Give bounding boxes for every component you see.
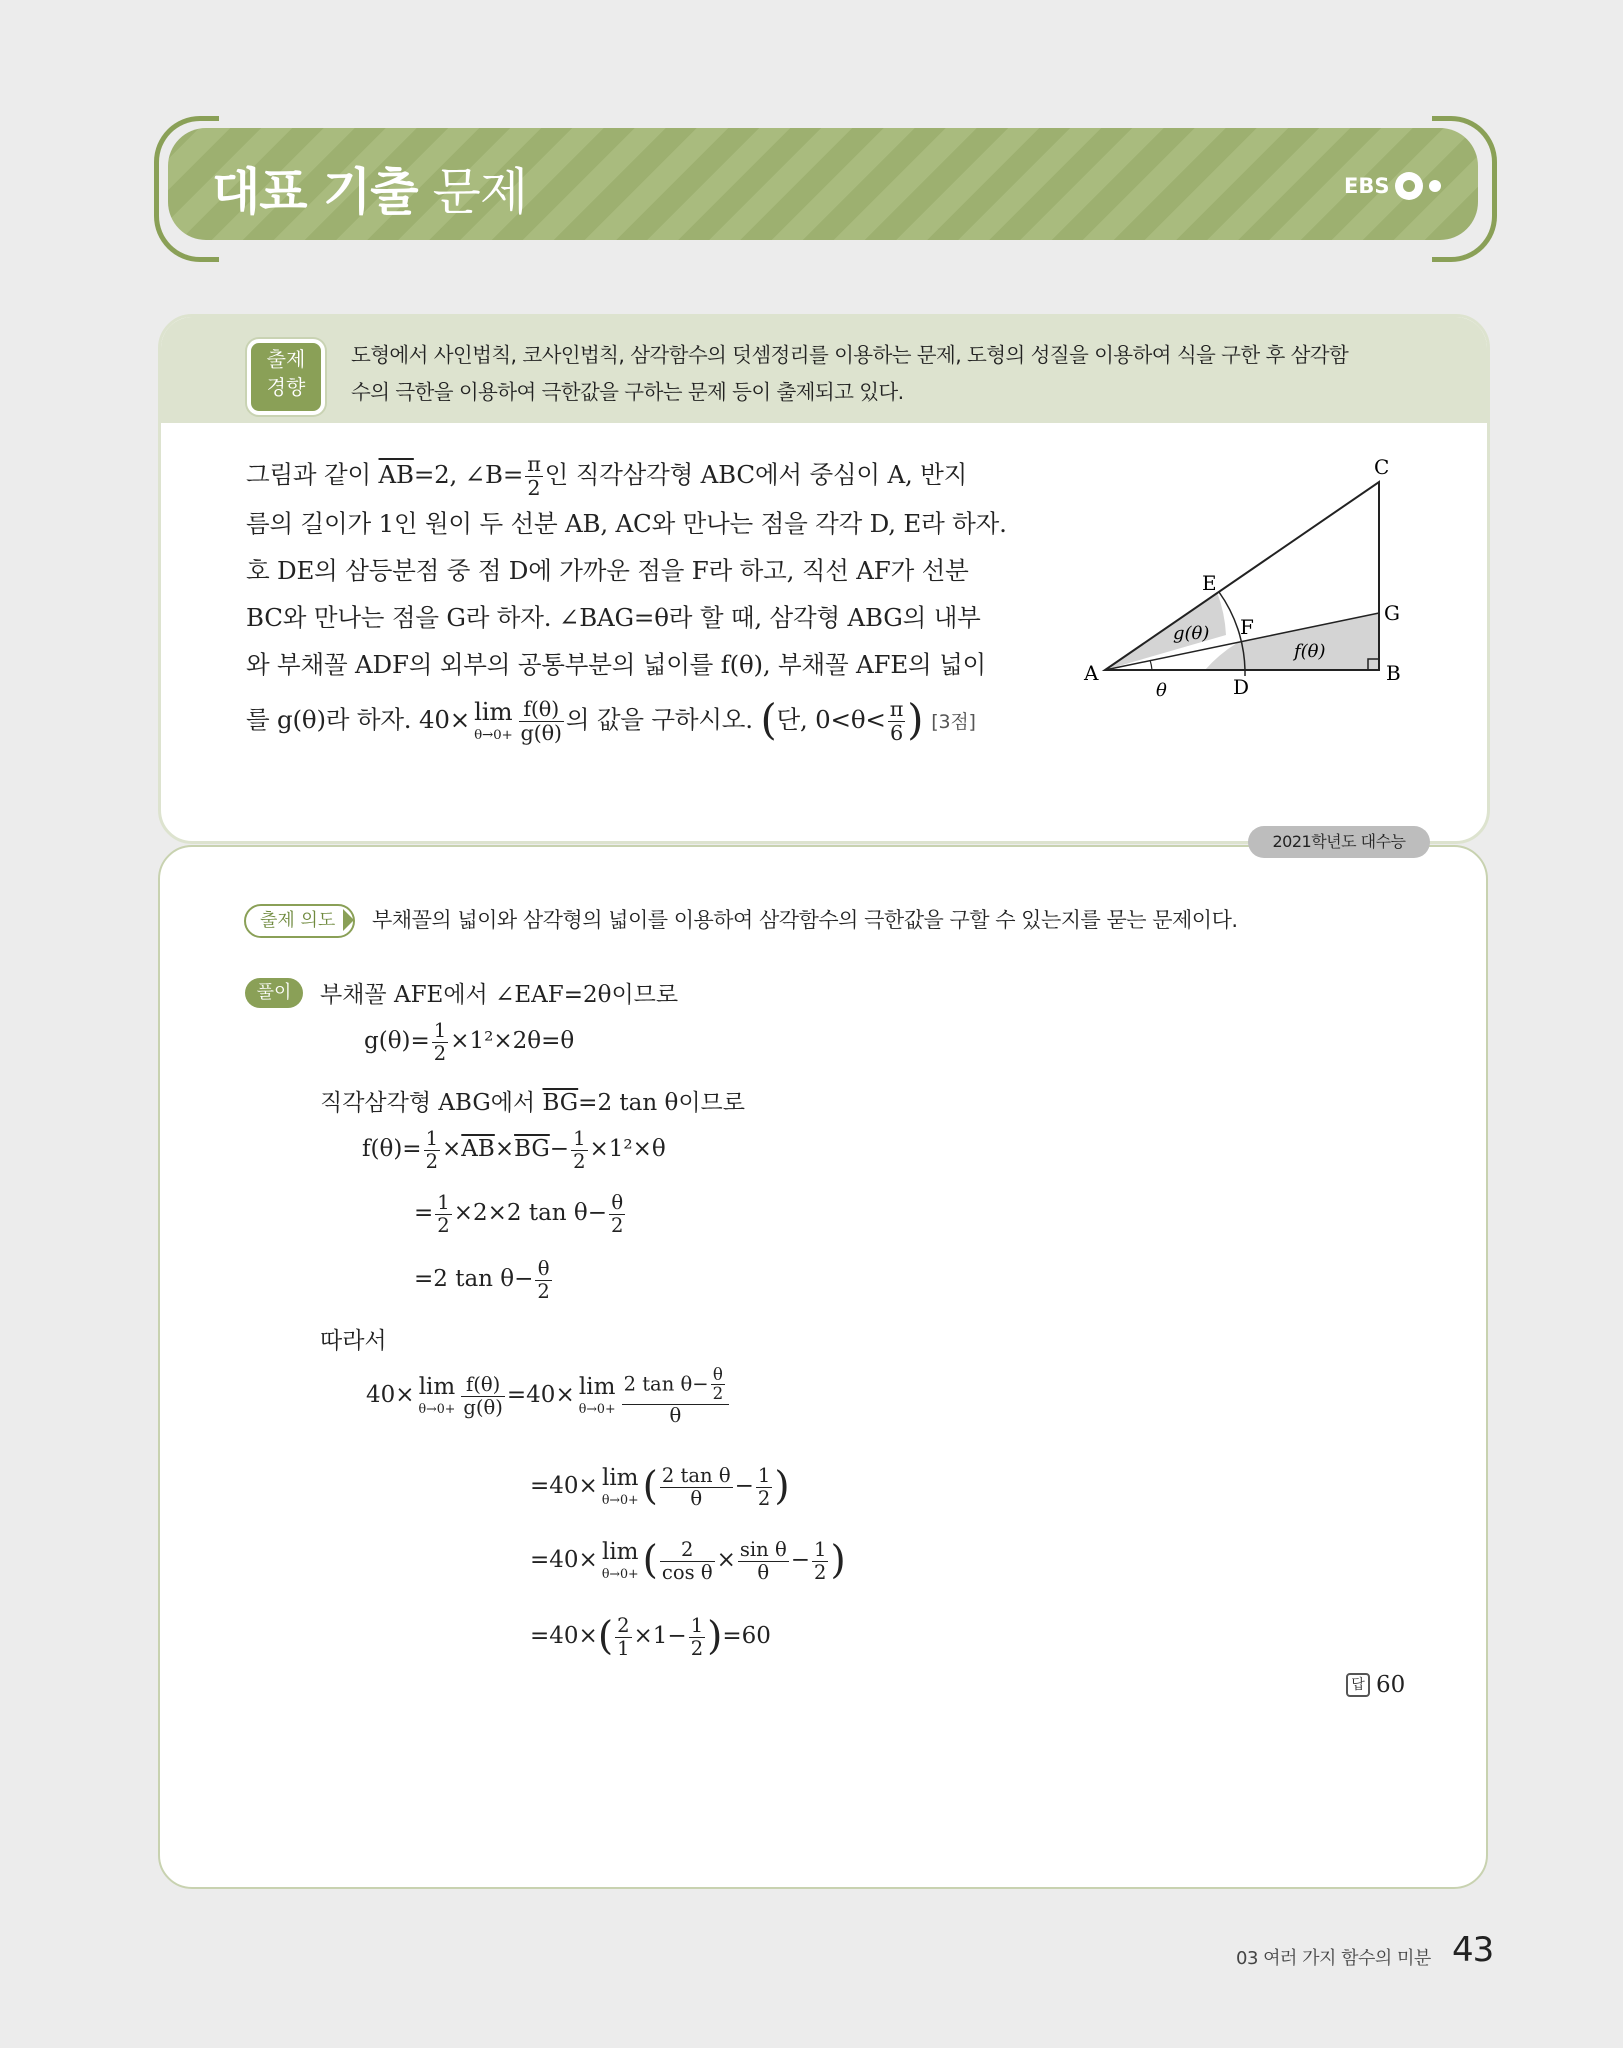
- fraction-numerator: 2 tan θ: [661, 1464, 731, 1487]
- problem-l1-a: 그림과 같이: [246, 460, 379, 489]
- fraction-denominator: 2: [757, 1486, 771, 1510]
- fraction-numerator: θ: [535, 1258, 551, 1281]
- fraction-numerator: f(θ): [461, 1374, 505, 1397]
- label-d: D: [1233, 675, 1250, 699]
- fraction-numerator: π: [889, 697, 904, 721]
- problem-l6-b: 의 값을 구하시오.: [565, 704, 753, 734]
- trend-bar: [161, 317, 1487, 423]
- fraction-denominator: 2: [690, 1636, 704, 1660]
- half-fraction: [571, 1128, 587, 1172]
- footer-chapter: 03 여러 가지 함수의 미분: [1236, 1948, 1431, 1969]
- label-g: G: [1384, 601, 1400, 625]
- solution-line7: 따라서: [320, 1328, 387, 1354]
- fraction-numerator: θ: [711, 1366, 726, 1385]
- intent-arrow-icon: [343, 909, 354, 931]
- equals: =: [414, 1200, 434, 1226]
- fraction-denominator: θ: [757, 1560, 770, 1584]
- limit-expression: [474, 697, 513, 743]
- fraction-denominator: 2: [814, 1560, 827, 1584]
- s8-b: =40×: [506, 1382, 575, 1409]
- fraction-denominator: θ: [690, 1486, 703, 1510]
- page-number: 43: [1452, 1930, 1494, 1970]
- fraction-numerator: 1: [425, 1127, 439, 1150]
- problem-l6-a: 를 g(θ)라 하자. 40×: [246, 704, 471, 734]
- fraction-numerator: θ: [609, 1192, 625, 1215]
- label-f-theta: f(θ): [1294, 641, 1326, 662]
- s11-b: ×1−: [633, 1623, 687, 1649]
- segment-bg: $\overline{BG}$: [542, 1090, 579, 1116]
- source-badge: 2021학년도 대수능: [1248, 826, 1430, 858]
- limit-expression: [579, 1376, 616, 1416]
- ebs-logo-text: EBS: [1344, 174, 1390, 198]
- fraction-denominator: 2: [611, 1213, 624, 1237]
- fraction-denominator: 2: [527, 476, 541, 500]
- lim-subscript: θ→0+: [474, 726, 513, 743]
- fraction-denominator: 1: [617, 1636, 630, 1660]
- fraction-denominator: g(θ): [463, 1395, 503, 1419]
- s11-c: =60: [722, 1623, 771, 1649]
- problem-l1-c: 인 직각삼각형 ABC에서 중심이 A, 반지: [544, 460, 968, 489]
- s5-b: ×2×2 tan θ−: [453, 1200, 608, 1226]
- s11-a: =40×: [530, 1623, 598, 1649]
- times: ×: [716, 1547, 736, 1573]
- times: ×: [442, 1136, 462, 1162]
- problem-line6: 를 g(θ)라 하자. 40× lim θ→0+ $\frac{f(\theta)}{g(\theta)}$ 의 값을 구하시오. (단, 0<θ< $\frac{\pi}{6}$ ) [3점]: [246, 694, 976, 745]
- ebs-logo-circle-icon: [1395, 172, 1423, 200]
- theta-half-fraction: [711, 1366, 726, 1404]
- triangle-diagram: [1080, 452, 1420, 712]
- times: ×: [494, 1136, 515, 1162]
- solution-line6: [414, 1258, 554, 1302]
- half-fraction: [435, 1192, 451, 1236]
- solution-line4: [362, 1128, 666, 1172]
- f-over-g-fraction: [519, 698, 564, 745]
- intent-badge: 출제 의도: [244, 904, 355, 938]
- solution-line2: [364, 1020, 574, 1064]
- fraction-numerator: 1: [690, 1614, 704, 1637]
- theta-half-fraction: [609, 1192, 625, 1236]
- fraction-numerator: 1: [757, 1464, 771, 1487]
- lim-word: lim: [601, 1539, 639, 1566]
- problem-l6-c: 단, 0<θ<: [776, 704, 886, 734]
- solution-line3: [320, 1084, 745, 1117]
- fraction-numerator: 1: [814, 1538, 827, 1561]
- limit-expression: [602, 1541, 639, 1581]
- lim-word: lim: [474, 697, 513, 727]
- fraction-denominator: cos θ: [661, 1560, 713, 1584]
- solution-line10: =40× lim θ→0+ ( $\frac{2}{\text{cos θ}}$ × $\frac{\text{sin θ}}{\theta}$ − $\frac{1}{2}$ ): [530, 1538, 846, 1584]
- cos-fraction: [660, 1539, 715, 1583]
- compound-fraction: [622, 1366, 730, 1426]
- fraction-denominator: 6: [889, 720, 904, 745]
- fraction-denominator: 2: [712, 1384, 724, 1404]
- s4-e: ×1²×θ: [589, 1136, 666, 1162]
- trend-badge-line2: 경향: [266, 375, 306, 399]
- pi-over-6-fraction: [888, 698, 905, 745]
- limit-expression: [419, 1376, 456, 1416]
- s10-a: =40×: [530, 1547, 598, 1573]
- page-title: [212, 152, 527, 224]
- label-theta: θ: [1156, 680, 1167, 701]
- half-fraction: [432, 1020, 448, 1064]
- page-title-light: 문제: [432, 163, 528, 221]
- label-f: F: [1240, 615, 1254, 639]
- segment-ab: $\overline{AB}$: [378, 460, 414, 489]
- s6-a: =2 tan θ−: [414, 1266, 534, 1292]
- fraction-numerator: 1: [573, 1127, 586, 1150]
- limit-expression: [602, 1467, 639, 1507]
- label-g-theta: g(θ): [1173, 623, 1210, 644]
- answer: [1346, 1672, 1405, 1698]
- label-c: C: [1374, 455, 1390, 479]
- s3-a: 직각삼각형 ABG에서: [320, 1090, 543, 1116]
- trend-line1: 도형에서 사인법칙, 코사인법칙, 삼각함수의 덧셈정리를 이용하는 문제, 도형의 성질을 이용하여 식을 구한 후 삼각함: [351, 343, 1349, 367]
- trend-line2: 수의 극한을 이용하여 극한값을 구하는 문제 등이 출제되고 있다.: [351, 380, 904, 404]
- s8-a: 40×: [366, 1382, 415, 1409]
- fraction-numerator: 1: [437, 1191, 450, 1214]
- fraction-denominator: 2: [433, 1041, 447, 1065]
- segment-ab: $\overline{AB}$: [461, 1136, 495, 1162]
- numerator-text: 2 tan θ−: [623, 1372, 709, 1396]
- minus: −: [790, 1547, 810, 1573]
- lim-subscript: θ→0+: [578, 1401, 616, 1417]
- fraction-denominator: 2: [437, 1213, 450, 1237]
- problem-line4: BC와 만나는 점을 G라 하자. ∠BAG=θ라 할 때, 삼각형 ABG의 내부: [246, 602, 981, 632]
- fraction-denominator: 2: [573, 1149, 586, 1173]
- fraction-denominator: 2: [537, 1279, 550, 1303]
- minus: −: [734, 1473, 754, 1499]
- fraction-denominator: θ: [669, 1403, 682, 1427]
- ebs-logo-dot-icon: [1429, 180, 1441, 192]
- solution-badge: 풀이: [245, 978, 303, 1008]
- trend-badge-line1: 출제: [266, 347, 306, 371]
- fraction-numerator: 2: [617, 1614, 630, 1637]
- g-theta-rest: ×1²×2θ=θ: [450, 1028, 575, 1054]
- pi-over-2-fraction: [525, 453, 542, 500]
- label-b: B: [1386, 661, 1401, 685]
- trend-badge: [247, 339, 325, 415]
- problem-line3: 호 DE의 삼등분점 중 점 D에 가까운 점을 F라 하고, 직선 AF가 선분: [246, 555, 969, 585]
- tan-fraction: [660, 1465, 733, 1509]
- theta-half-fraction: [535, 1258, 551, 1302]
- minus: −: [549, 1136, 570, 1162]
- label-a: A: [1084, 661, 1099, 685]
- g-theta-def: g(θ)=: [364, 1028, 430, 1054]
- ebs-logo: [1344, 172, 1441, 200]
- s9-a: =40×: [530, 1473, 598, 1499]
- solution-line11: =40×( $\frac{2}{1}$ ×1− $\frac{1}{2}$ )=60: [530, 1614, 771, 1660]
- page-title-bold: 대표 기출: [212, 163, 418, 221]
- fraction-denominator: 2: [425, 1149, 439, 1173]
- segment-bg: $\overline{BG}$: [514, 1136, 550, 1162]
- fraction-numerator: [622, 1366, 730, 1405]
- lim-word: lim: [601, 1465, 639, 1492]
- lim-subscript: θ→0+: [601, 1492, 639, 1508]
- half-fraction: [812, 1539, 828, 1583]
- lim-word: lim: [418, 1374, 456, 1401]
- solution-line5: [414, 1192, 627, 1236]
- fraction-numerator: π: [527, 452, 541, 477]
- half-fraction: [689, 1615, 705, 1659]
- score-tag: [3점]: [931, 710, 976, 733]
- label-e: E: [1202, 571, 1217, 595]
- fraction-numerator: 1: [433, 1019, 447, 1042]
- fraction-denominator: g(θ): [520, 720, 562, 745]
- lim-word: lim: [578, 1374, 616, 1401]
- answer-icon: 답: [1346, 1673, 1370, 1697]
- lim-subscript: θ→0+: [418, 1401, 456, 1417]
- problem-line5: 와 부채꼴 ADF의 외부의 공통부분의 넓이를 f(θ), 부채꼴 AFE의 넓이: [246, 649, 986, 679]
- s3-b: =2 tan θ이므로: [578, 1090, 745, 1116]
- sin-fraction: [738, 1539, 789, 1583]
- fraction-numerator: f(θ): [519, 698, 564, 722]
- half-fraction: [424, 1128, 440, 1172]
- fraction-numerator: 2: [660, 1539, 715, 1562]
- two-over-one-fraction: [615, 1615, 631, 1659]
- answer-value: 60: [1376, 1672, 1406, 1698]
- lim-subscript: θ→0+: [601, 1566, 639, 1582]
- problem-l1-b: =2, ∠B=: [413, 460, 524, 489]
- f-theta-def: f(θ)=: [362, 1136, 422, 1162]
- solution-line1: 부채꼴 AFE에서 ∠EAF=2θ이므로: [320, 982, 679, 1008]
- trend-text: [351, 337, 1431, 411]
- f-over-g-fraction: [461, 1374, 505, 1418]
- theta-arc: [1150, 660, 1152, 670]
- problem-line2: 름의 길이가 1인 원이 두 선분 AB, AC와 만나는 점을 각각 D, E라 하자.: [246, 508, 1007, 538]
- half-fraction: [756, 1465, 772, 1509]
- solution-line9: =40× lim θ→0+ ( $\frac{\text{2 tan θ}}{\theta}$ − $\frac{1}{2}$ ): [530, 1464, 790, 1510]
- fraction-numerator: sin θ: [739, 1538, 787, 1561]
- intent-text: 부채꼴의 넓이와 삼각형의 넓이를 이용하여 삼각함수의 극한값을 구할 수 있는지를 묻는 문제이다.: [372, 908, 1238, 932]
- solution-line8: [366, 1366, 731, 1426]
